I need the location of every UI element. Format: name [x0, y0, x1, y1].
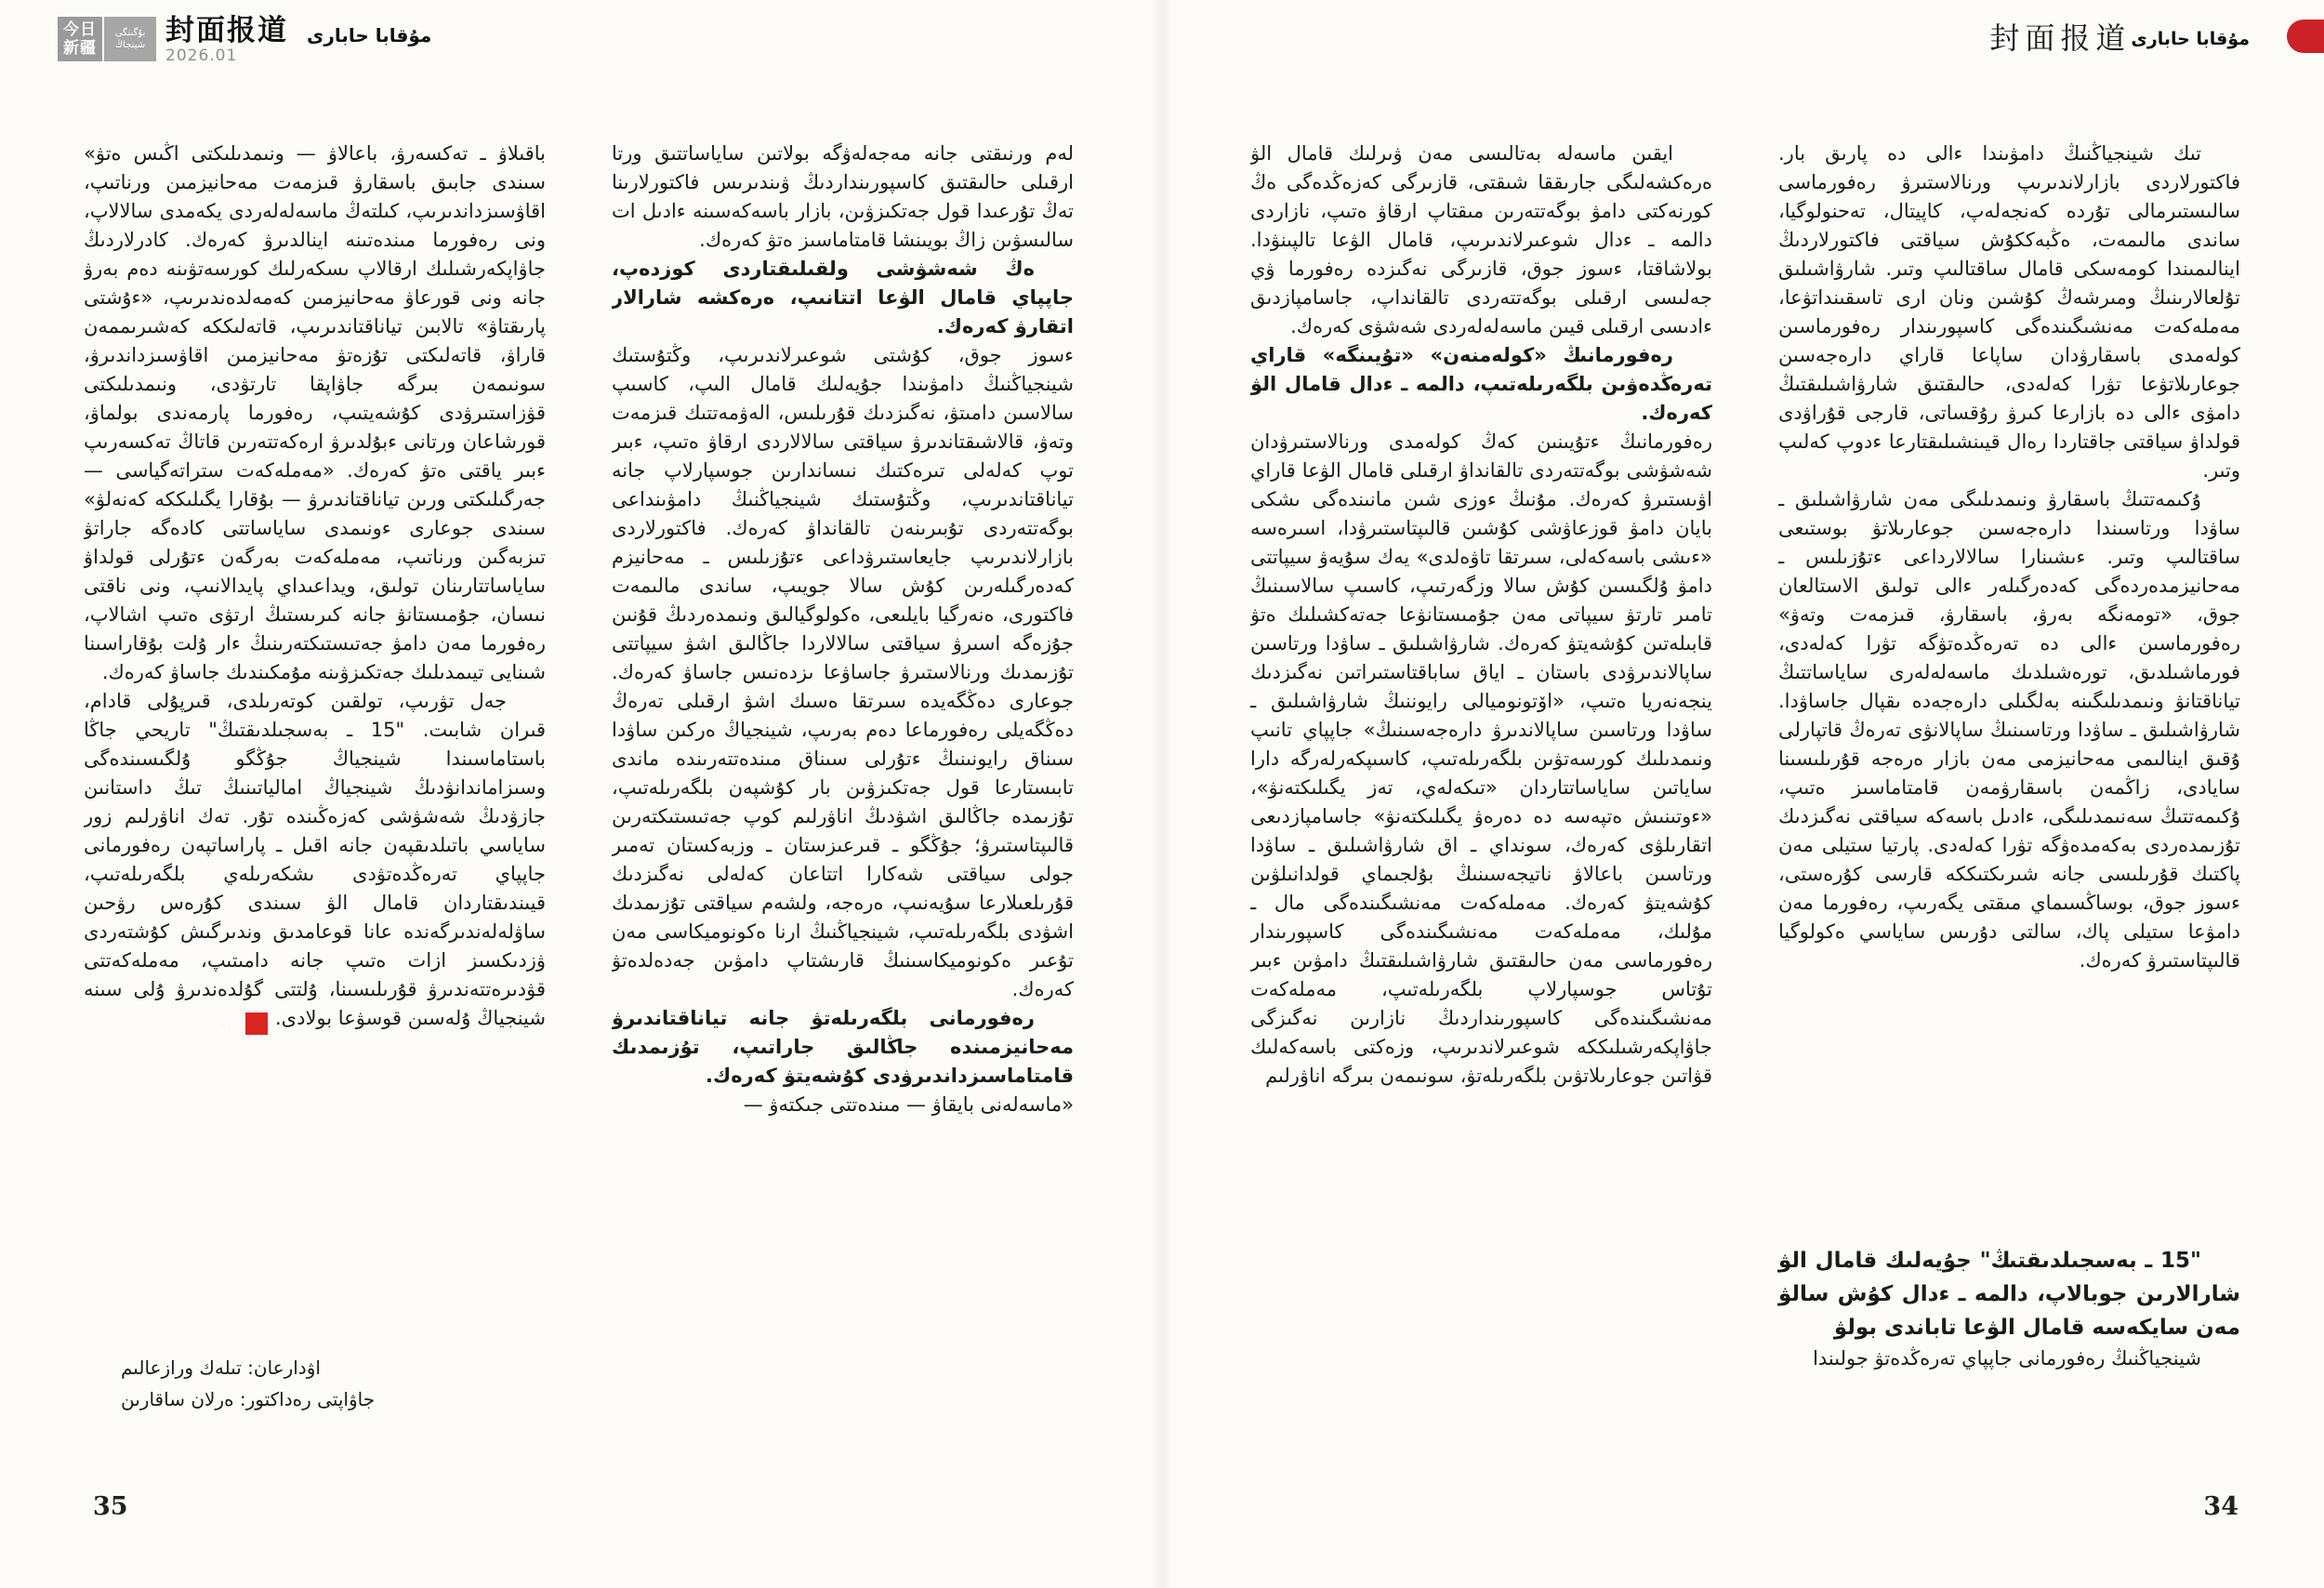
paragraph	[84, 687, 546, 1035]
column-1-body	[1778, 139, 2240, 1244]
section-heading: "15 ـ بەسجىلدىقتىڭ" جۇيەلىك قامال الۋ شارالارىن جوبالاپ، دالمە ـ ءدال كۇش سالۋ مەن سايكەسە قامال الۋعا تاباندى بولۋ	[1778, 1249, 2240, 1340]
bold-lead-paragraph: رەفورمانىڭ «كولەمنەن» «تۇيىنگە» قاراي تەرەڭدەۋىن بلگەرىلەتىپ، دالمە ـ ءدال قامال الۋ كەرەك.	[1250, 344, 1712, 424]
page-number-right: 34	[2203, 1492, 2238, 1521]
credits-block	[84, 1352, 546, 1415]
paragraph: تىك شينجياڭنىڭ دامۋىندا ءالى دە پارىق بار. فاكتورلاردى بازارلاندىرىپ ورنالاستىرۋ رەفورماسى سالىستىرمالى تۇردە كەنجەلەپ، كاپيتال، تەحنولوگيا، ساندى مالىمەت، ەڭبەككۇش سياقتى فاكتورلاردىڭ اينالىمىندا كومەسكى قامال ساقتالىپ وتىر. شارۋاشىلىق تۇلعالارىنىڭ ومىرشەڭ كۇشىن ونان ارى تاسقىنداتۋعا، مەملەكەت مەنشىگىندەگى كاسپورىندار رەفورماسىن كولەمدى باسقارۋدان ساپاعا قاراي دارەجەسىن جوعارىلاتۋعا تۋرا كەلەدى، حالىقتىق شارۋاشىلىقتىڭ دامۋى ءالى دە بازارعا كىرۋ رۇقساتى، قارجى قۇراۋدى قولداۋ سياقتى جاقتاردا رەال قيىنشىلىقتارعا ءدوپ كەلىپ وتىر.	[1778, 142, 2240, 482]
spread-fold-shadow	[1151, 0, 1173, 1588]
section-title-arabic-right: مۇقابا حابارى	[2131, 29, 2250, 49]
column-4-body	[84, 139, 546, 1339]
magazine-logo	[58, 17, 102, 61]
logo-sub-line1: بۇگىنگى	[114, 28, 146, 38]
header-right	[1989, 15, 2324, 58]
paragraph-text: جەل تۋرىپ، تولقىن كوتەرىلدى، قىرپۇلى قادام، قىران شابىت. "15 ـ بەسجىلدىقتىڭ" تاريحي جاڭا باستاماسىندا شينجياڭ جۇڭگو ۇلگىسىندەگى وسىزاماندانۋدىڭ شينجياڭ امالياتىنىڭ تىڭ داستانىن جازۋدىڭ شەشۋشى كەزەڭىندە تۇر. تەك اناۋرلىم زور ساياسي باتىلدىقپەن جانە اقىل ـ پاراساتپەن رەفورمانى جاپپاي تەرەڭدەتۋدى ىشكەرىلەي بلگەرىلەتىپ، قيىندىقتاردان قامال الۋ سىندى كۇرەس رۋحىن ساۋلەلەندىرگەندە عانا قوعامدىق وندىرگىش كۇشتەردى ۋزدىكسىز ازات ەتىپ جانە دامىتىپ، مەملەكەتتى قۋدىرەتتەندىرۋ قۇرىلىسىنا، ۇلتتى گۇلدەندىرۋ ۇلى سىنە شينجياڭ ۇلەسىن قوسۋعا بولادى.	[84, 690, 546, 1029]
red-tab-marker	[2287, 20, 2324, 53]
bold-lead-paragraph: رەفورمانى بلگەرىلەتۋ جانە تياناقتاندىرۋ مەحانيزمىندە جاڭالىق جاراتىپ، تۇزىمدىك قامتاماسىزداندىرۋدى كۇشەيتۋ كەرەك.	[612, 1007, 1074, 1087]
article-end-mark-icon: ر	[245, 1012, 268, 1035]
header-left-titles	[165, 14, 288, 65]
section-title-arabic: مۇقابا حابارى	[307, 24, 432, 46]
logo-line1: 今日	[63, 20, 97, 39]
column-2	[1250, 139, 1712, 1506]
paragraph: ءسوز جوق، كۇشتى شوعىرلاندىرىپ، وڭتۇستىك شينجياڭنىڭ دامۋىندا جۇيەلىك قامال الىپ، كاسىپ سالاسىن دامىتۋ، نەگىزدىك قۇرىلىس، الەۋمەتتىك قىزمەت وتەۋ، قالاشىقتاندىرۋ سياقتى سالالاردى ارقاۋ ەتىپ، ءبىر توپ كەلەلى تىرەكتىك نىساندارىن جوسپارلاپ جانە تياناقتاندىرىپ، وڭتۇستىك شينجياڭنىڭ دامۋىنداعى بوگەتتەردى تۇبىرىنەن تالقانداۋ كەرەك. فاكتورلاردى بازارلاندىرىپ جايعاستىرۋداعى ءتۇزىلىس ـ مەحانيزم كەدەرگىلەرىن كۇش سالا جويىپ، ساندى مالىمەت فاكتورى، ەنەرگيا بايلىعى، ەكولوگيالىق ونىمدەردىڭ قۇنىن جۇزەگە اسىرۋ سياقتى سالالاردا جاڭالىق اشۋ سيپاتتى تۇزىمدىك ورنالاستىرۋ جاساۋعا ىزدەنىس جاساۋ كەرەك. جوعارى دەڭگەيدە سىرتقا ەسىك اشۋ ارقىلى تەرەڭ دەڭگەيلى رەفورماعا دەم بەرىپ، شينجياڭ ەركىن ساۋدا سىناق رايونىنىڭ ءتۇرلى سىناق مىندەتتەرىندە ماندى تابىستارعا قول جەتكىزۋىن بار كۇشپەن بلگەرىلەتىپ، تۇزىمدە جاڭالىق اشۋدىڭ اناۋرلىم كوپ جەتىستىكتەرىن قالىپتاستىرۋ؛ جۇڭگو ـ قىرعىزستان ـ وزبەكستان تەمىر جولى سياقتى شەكارا اتتاعان كەلەلى نەگىزدىك قۇرىلعىلارعا سۇيەنىپ، ەرەجە، ولشەم سياقتى تۇزىمدىك اشۋدى بلگەرىلەتىپ، شينجياڭنىڭ ارنا ەكونوميكاسى مەن تۇعىر ەكونوميكاسىنىڭ قارىشتاپ دامۋىن جەدەلدەتۋ كەرەك.	[612, 344, 1074, 1000]
paragraph: باقىلاۋ ـ تەكسەرۋ، باعالاۋ — ونىمدىلىكتى اڭىس ەتۋ» سىندى جابىق باسقارۋ قىزمەت مەحانيزمىن ورناتىپ، اقاۋسىزداندىرىپ، كىلتەڭ ماسەلەلەردى يكەمدى سالالاپ، ونى رەفورما مىندەتىنە اينالدىرۋ كەرەك. كادرلاردىڭ جاۋاپكەرشىلىك ارقالاپ ىسكەرلىك كورسەتۋىنە دەم بەرۋ جانە ونى قورعاۋ مەحانيزمىن كەمەلدەندىرىپ، «ءۇشتى پارىقتاۋ» تالابىن تياناقتاندىرىپ، قاتەلىككە كەشىرىممەن قاراۋ، قاتەلىكتى تۇزەتۋ مەحانيزمىن اقاۋسىزداندىرۋ، سونىمەن بىرگە جاۋاپقا تارتۋدى، ونىمدىلىكتى قۋزاستىرۋدى كۇشەيتىپ، رەفورما پارمەندى بولماۋ، قورشاعان ورتانى ءبۇلدىرۋ ارەكەتتەرىن قاتاڭ تەكسەرىپ ءبىر ياقتى ەتۋ كەرەك. «مەملەكەت ستراتەگياسى — جەرگىلىكتى ورىن تياناقتاندىرۋ — بۇقارا يگىلىككە كەنەلۋ» سىندى جوعارى ءونىمدى ساياساتتى كادەگە جاراتۋ تىزبەگىن ورناتىپ، مەملەكەت بەرگەن ءتۇرلى قولداۋ ساياساتتارىنان تولىق، ويداعىداي پايدالانىپ، ونى ناقتى نىسان، جۇمىستانۋ جانە كىرىستىڭ ارتۋى ەتىپ اشالاپ، رەفورما مەن دامۋ جەتىستىكتەرىنىڭ ءار ۇلت بۇقاراسىنا شىنايى تيىمدىلىك جەتكىزۋىنە مۇمكىندىك جاساۋ كەرەك.	[84, 142, 546, 683]
header-left	[58, 14, 432, 65]
paragraph: «ماسەلەنى بايقاۋ — مىندەتتى جىكتەۋ —	[743, 1093, 1074, 1116]
section-title-chinese: 封面报道	[165, 14, 288, 47]
column-1	[1778, 139, 2240, 1506]
issue-date: 2026.01	[165, 46, 238, 65]
paragraph: ايقىن ماسەلە بەتالىسى مەن ۋىرلىك قامال الۋ ەرەكشەلىگى جارىققا شىقتى، قازىرگى كەزەڭدەگى ەڭ كورنەكتى دامۋ بوگەتتەرىن مىقتاپ ارقاۋ ەتىپ، نازاردى دالمە ـ ءدال شوعىرلاندىرىپ، قامال الۋعا تالپىنۋدا. بولاشاقتا، ءسوز جوق، قازىرگى نەگىزدە رەفورما ۋي جەلىسى ارقىلى بوگەتتەردى تالقانداپ، جاسامپازدىق ءادىسى ارقىلى قيىن ماسەلەلەردى شەشۋى كەرەك.	[1250, 142, 1712, 337]
section-title-chinese-right: 封面报道	[1989, 20, 2132, 56]
magazine-logo-arabic	[104, 17, 156, 61]
editor-credit: جاۋاپتى رەداكتور: ەرلان ساقارىن	[121, 1388, 376, 1410]
series-footer-line: شينجياڭنىڭ رەفورمانى جاپپاي تەرەڭدەتۋ جولىندا	[1813, 1347, 2201, 1370]
paragraph: رەفورمانىڭ ءتۇيىنىن كەڭ كولەمدى ورنالاستىرۋدان شەشۋشى بوگەتتەردى تالقانداۋ ارقىلى قامال الۋعا قاراي اۋىستىرۋ كەرەك. مۇنىڭ ءوزى شىن مانىندەگى ىشكى بايان دامۋ قوزعاۋشى كۇشىن قالىپتاستىرۋدا، اسىرەسە «ءىشى باسەكەلى، سىرتقا تاۋەلدى» يەك سۇيەۋ سيپاتتى دامۋ ۇلگىسىن كۇش سالا وزگەرتىپ، كاسىپ سالاسىنىڭ تامىر تارتۋ سيپاتى مەن جۇمىستانۋعا جەتەكشىلىك ەتۋ قابىلەتىن كۇشەيتۋ كەرەك. شارۋاشىلىق ـ ساۋدا ورتاسىن ساپالاندىرۋدى باستان ـ اياق ساباقتاستىراتىن نەگىزدىك ينجەنەريا ەتىپ، «اۆتونوميالى رايوننىڭ شارۋاشىلىق ـ ساۋدا ورتاسىن ساپالاندىرۋ دارەجەسىنىڭ» جاپپاي تانىپ ونىمدىلىك كورسەتۋىن بلگەرىلەتىپ، كاسىپكەرلەرگە دارا ساياتىن ساياساتتاردان «تىكەلەي، تەز يگىلىكتەنۋ»، «ءوتىنىش ەتپەسە دە دەرەۋ يگىلىكتەنۋ» جاسامپازدىعى اتقارىلۋى كەرەك، سونداي ـ اق شارۋاشىلىق ـ ساۋدا ورتاسىن باعالاۋ ناتيجەسىنىڭ بۇلجىماي قولدانىلۋىن كۇشەيتۋ كەرەك. مەملەكەت مەنشىگىندەگى مال ـ مۇلىك، مەملەكەت مەنشىگىندەگى كاسپورىندار رەفورماسى مەن حالىقتىق شارۋاشىلىقتىڭ دامۋىن ءبىر تۇتاس جوسپارلاپ بلگەرىلەتىپ، مەملەكەت مەنشىگىندەگى كاسپورىنداردىڭ نازارىن نەگىزگى جاۋاپكەرشىلىككە شوعىرلاندىرىپ، وزەكتى باسەكەلىك قۋاتىن جوعارىلاتۋىن بلگەرىلەتۋ، سونىمەن بىرگە اناۋرلىم	[1250, 430, 1712, 1087]
bold-lead-paragraph: ەڭ شەشۋشى ولقىلىقتاردى كوزدەپ، جاپپاي قامال الۋعا اتتانىپ، ەرەكشە شارالار اتقارۋ كەرەك.	[612, 258, 1074, 337]
logo-line2: 新疆	[63, 39, 97, 58]
column-3	[612, 139, 1074, 1506]
paragraph: لەم ورنىقتى جانە مەجەلەۋگە بولاتىن ساياساتتىق ورتا ارقىلى حالىقتىق كاسپورىنداردىڭ ۋىندىرىس فاكتورلارىنا تەڭ تۇرعىدا قول جەتكىزۋىن، بازار باسەكەسىنە ءادىل ات سالىسۋىن زاڭ بويىنشا قامتاماسىز ەتۋ كەرەك.	[612, 142, 1074, 251]
page-number-left: 35	[93, 1492, 128, 1521]
logo-sub-line2: شينجاڭ	[114, 40, 146, 50]
column-4	[84, 139, 546, 1506]
translator-credit: اۋدارعان: تىلەك ورازعالىم	[121, 1356, 321, 1379]
paragraph: ۇكىمەتتىڭ باسقارۋ ونىمدىلىگى مەن شارۋاشىلىق ـ ساۋدا ورتاسىندا دارەجەسىن جوعارىلاتۋ بوستىعى ساقتالىپ وتىر. ءىشىنارا سالالارداعى ءتۇزىلىس ـ مەحانيزمدەردەگى كەدەرگىلەر ءالى تولىق الاستالعان جوق، «تومەنگە بەرۋ، باسقارۋ، قىزمەت وتەۋ» رەفورماسىن ءالى دە تەرەڭدەتۋگە تۋرا كەلەدى، فورماشىلدىق، تورەشىلدىك ماسەلەلەرى ساياساتتىڭ تياناقتانۋ ونىمدىلىگىنە بەلگىلى دارەجەدە ىقپال جاساۋدا. شارۋاشىلىق ـ ساۋدا ورتاسىنىڭ ساپالانۋى تەرەڭ قاتپارلى ۇقىق اينالىمى مەحانيزمى مەن بازار ەرەجە قۇرىلىسىنا سايادى، زاڭمەن باسقارۋمەن قامتاماسىز ەتىپ، ۇكىمەتتىڭ سەنىمدىلىگى، ءادىل باسەكە سياقتى نەگىزدىك تۇزىمدەردى بەكەمدەۋگە تۋرا كەلەدى. پارتيا ستيلى مەن پاكتىك قۇرىلىسى جانە شىرىكتىككە قارسى كۇرەستى، ءسوز جوق، بوساڭسىماي مىقتى يگەرىپ، رەفورما مەن دامۋعا ستيلى پاك، سالتى دۇرىس ساياسي ەكولوگيا قالىپتاستىرۋ كەرەك.	[1778, 488, 2240, 972]
